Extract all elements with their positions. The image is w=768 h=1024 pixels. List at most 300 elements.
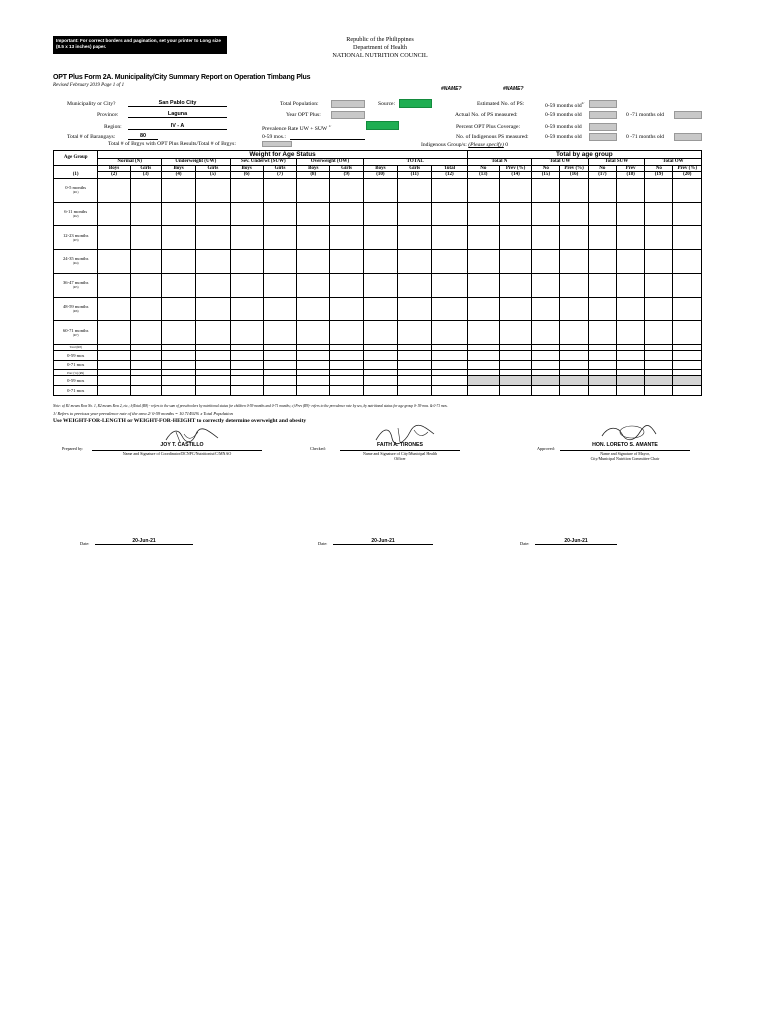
table-cell[interactable] (161, 226, 195, 250)
table-cell[interactable] (588, 297, 616, 321)
table-cell[interactable] (330, 321, 363, 345)
table-cell[interactable] (588, 273, 616, 297)
age-group-cell (54, 178, 98, 202)
table-cell[interactable] (499, 321, 531, 345)
total-059-label (54, 350, 98, 360)
table-cell[interactable] (532, 273, 560, 297)
table-cell[interactable] (588, 375, 616, 385)
table-cell[interactable] (673, 350, 702, 360)
approved-desc-line-2: City/Municipal Nutrition Committee Chair (590, 456, 660, 461)
total-ow-header: Total OW (645, 159, 702, 166)
table-cell[interactable] (130, 321, 161, 345)
checked-label: Checked: (310, 446, 326, 451)
table-cell[interactable] (616, 226, 644, 250)
table-cell[interactable] (196, 250, 230, 274)
table-cell[interactable] (560, 178, 588, 202)
table-cell[interactable] (263, 385, 296, 395)
table-cell[interactable] (196, 202, 230, 226)
table-cell[interactable] (588, 178, 616, 202)
table-row (54, 273, 702, 297)
table-cell[interactable] (230, 350, 263, 360)
table-cell[interactable] (467, 375, 499, 385)
print-note: Important: For correct borders and pagination, set your printer to Long size (8.5 x 13 inches) paper. (53, 36, 227, 54)
table-cell[interactable] (330, 375, 363, 385)
table-cell[interactable] (263, 273, 296, 297)
col-number: (7) (263, 172, 296, 178)
table-cell[interactable] (645, 202, 673, 226)
table-cell[interactable] (398, 273, 432, 297)
col-number: (13) (467, 172, 499, 178)
sub-boys: Boys (161, 166, 195, 172)
table-cell[interactable] (98, 202, 130, 226)
table-cell[interactable] (230, 321, 263, 345)
table-cell[interactable] (673, 178, 702, 202)
table-cell[interactable] (560, 226, 588, 250)
col-number: (19) (645, 172, 673, 178)
table-cell[interactable] (499, 250, 531, 274)
table-cell[interactable] (263, 226, 296, 250)
table-cell[interactable] (616, 297, 644, 321)
brgys-with-opt-label: Total # of Brgys with OPT Plus Results/Total # of Brgys: (108, 141, 236, 147)
table-cell[interactable] (588, 250, 616, 274)
table-cell[interactable] (330, 350, 363, 360)
sub-boys: Boys (230, 166, 263, 172)
table-cell[interactable] (130, 375, 161, 385)
table-cell[interactable] (161, 375, 195, 385)
table-cell[interactable] (432, 178, 467, 202)
sub-total: Total (432, 166, 467, 172)
table-cell[interactable] (363, 360, 397, 370)
province-label: Province: (97, 112, 119, 118)
table-cell[interactable] (398, 385, 432, 395)
sub-girls: Girls (330, 166, 363, 172)
table-cell[interactable] (230, 202, 263, 226)
table-cell[interactable] (673, 321, 702, 345)
name-error-tag-1: #NAME? (441, 86, 462, 92)
table-cell[interactable] (616, 321, 644, 345)
sub-girls: Girls (130, 166, 161, 172)
table-cell[interactable] (98, 350, 130, 360)
prepared-label: Prepared by: (62, 446, 84, 451)
table-cell[interactable] (330, 273, 363, 297)
table-cell[interactable] (263, 250, 296, 274)
table-cell[interactable] (130, 297, 161, 321)
table-cell[interactable] (98, 321, 130, 345)
table-cell[interactable] (230, 226, 263, 250)
age-group-label: 48-59 months (62, 303, 89, 309)
table-cell[interactable] (499, 297, 531, 321)
table-cell[interactable] (616, 350, 644, 360)
table-cell[interactable] (432, 385, 467, 395)
table-cell[interactable] (297, 350, 330, 360)
col-number: (14) (499, 172, 531, 178)
table-cell[interactable] (363, 273, 397, 297)
weight-status-header: Weight for Age Status (98, 151, 467, 159)
table-cell[interactable] (616, 273, 644, 297)
table-cell[interactable] (330, 250, 363, 274)
table-cell[interactable] (161, 273, 195, 297)
table-cell[interactable] (432, 375, 467, 385)
table-cell[interactable] (673, 226, 702, 250)
table-cell[interactable] (230, 297, 263, 321)
table-cell[interactable] (230, 360, 263, 370)
table-cell[interactable] (363, 250, 397, 274)
sub-boys: Boys (98, 166, 130, 172)
table-body (54, 178, 702, 395)
table-cell[interactable] (363, 321, 397, 345)
table-cell[interactable] (560, 350, 588, 360)
sub-no: No (645, 166, 673, 172)
table-cell[interactable] (363, 297, 397, 321)
table-cell[interactable] (130, 385, 161, 395)
table-cell[interactable] (616, 375, 644, 385)
col-number: (10) (363, 172, 397, 178)
table-cell[interactable] (196, 297, 230, 321)
table-cell[interactable] (98, 360, 130, 370)
table-cell[interactable] (432, 273, 467, 297)
table-cell[interactable] (467, 178, 499, 202)
table-cell[interactable] (161, 202, 195, 226)
table-cell[interactable] (532, 178, 560, 202)
actual-ps-label: Actual No. of PS measured: (455, 112, 518, 118)
table-cell[interactable] (161, 385, 195, 395)
table-cell[interactable] (532, 202, 560, 226)
table-cell[interactable] (560, 375, 588, 385)
total-suw-header: Total SUW (588, 159, 645, 166)
table-row (54, 375, 702, 385)
table-cell[interactable] (98, 297, 130, 321)
table-cell[interactable] (330, 385, 363, 395)
table-cell[interactable] (161, 297, 195, 321)
table-cell[interactable] (363, 178, 397, 202)
table-cell[interactable] (532, 360, 560, 370)
total-059-label-text: 0-59 mos (67, 352, 85, 358)
ip-ps-age-059: 0-59 months old (545, 134, 582, 140)
table-cell[interactable] (588, 360, 616, 370)
table-cell[interactable] (432, 321, 467, 345)
table-cell[interactable] (196, 321, 230, 345)
table-cell[interactable] (161, 350, 195, 360)
actual-ps-age-071: 0 -71 months old (626, 112, 665, 118)
age-group-header: Age Group (54, 151, 98, 166)
table-row (54, 350, 702, 360)
table-cell[interactable] (645, 273, 673, 297)
table-cell[interactable] (560, 360, 588, 370)
table-cell[interactable] (297, 321, 330, 345)
table-cell[interactable] (645, 250, 673, 274)
table-cell[interactable] (330, 178, 363, 202)
region-value: IV - A (128, 123, 227, 130)
date-prepared: 20-Jun-21 (95, 538, 193, 545)
table-cell[interactable] (297, 273, 330, 297)
age-group-label: 6-11 months (64, 208, 88, 214)
table-cell[interactable] (330, 202, 363, 226)
table-cell[interactable] (467, 350, 499, 360)
table-cell[interactable] (230, 250, 263, 274)
table-cell[interactable] (467, 226, 499, 250)
table-cell[interactable] (560, 321, 588, 345)
total-r8-label-text: Total (R8) (69, 345, 82, 350)
table-cell[interactable] (297, 226, 330, 250)
table-cell[interactable] (130, 226, 161, 250)
table-cell[interactable] (230, 375, 263, 385)
table-cell[interactable] (196, 226, 230, 250)
age-group-code: (R4) (72, 261, 79, 266)
table-cell[interactable] (588, 202, 616, 226)
table-cell[interactable] (363, 350, 397, 360)
table-cell[interactable] (532, 350, 560, 360)
date-label-prepared: Date: (80, 541, 90, 546)
est-ps-age: 0-59 months old$^{2/}$ (545, 101, 585, 109)
table-cell[interactable] (673, 202, 702, 226)
table-cell[interactable] (398, 178, 432, 202)
sub-prev-pct: Prev (%) (560, 166, 588, 172)
age-group-code: (R6) (72, 308, 79, 313)
table-cell[interactable] (230, 385, 263, 395)
table-row (54, 178, 702, 202)
form-title: OPT Plus Form 2A. Municipality/City Summary Report on Operation Timbang Plus (53, 74, 311, 81)
table-cell[interactable] (532, 385, 560, 395)
table-cell[interactable] (398, 202, 432, 226)
table-cell[interactable] (130, 178, 161, 202)
coverage-label: Percent OPT Plus Coverage: (456, 124, 521, 130)
table-cell[interactable] (532, 250, 560, 274)
table-cell[interactable] (432, 360, 467, 370)
table-cell[interactable] (499, 360, 531, 370)
table-cell[interactable] (130, 350, 161, 360)
prepared-name: JOY T. CASTILLO (160, 442, 204, 448)
table-cell[interactable] (263, 350, 296, 360)
age-group-cell (54, 226, 98, 250)
table-cell[interactable] (98, 375, 130, 385)
table-cell[interactable] (363, 385, 397, 395)
table-cell[interactable] (230, 178, 263, 202)
table-cell[interactable] (297, 360, 330, 370)
table-cell[interactable] (645, 375, 673, 385)
form-revision: Revised February 2019 Page 1 of 1 (53, 83, 125, 88)
table-cell[interactable] (532, 375, 560, 385)
table-cell[interactable] (588, 321, 616, 345)
table-cell[interactable] (645, 350, 673, 360)
agency-header (280, 36, 480, 60)
table-cell[interactable] (673, 297, 702, 321)
table-cell[interactable] (645, 360, 673, 370)
table-cell[interactable] (645, 226, 673, 250)
sub-no: No (532, 166, 560, 172)
table-cell[interactable] (588, 226, 616, 250)
table-cell[interactable] (499, 385, 531, 395)
table-cell[interactable] (297, 202, 330, 226)
table-cell[interactable] (297, 178, 330, 202)
table-cell[interactable] (98, 250, 130, 274)
table-cell[interactable] (432, 226, 467, 250)
table-cell[interactable] (263, 202, 296, 226)
table-cell[interactable] (98, 385, 130, 395)
col-number: (2) (98, 172, 130, 178)
table-cell[interactable] (263, 178, 296, 202)
table-cell[interactable] (467, 321, 499, 345)
col-number: (3) (130, 172, 161, 178)
sub-boys: Boys (297, 166, 330, 172)
coverage-value (589, 123, 617, 131)
table-cell[interactable] (130, 202, 161, 226)
table-cell[interactable] (363, 202, 397, 226)
date-checked: 20-Jun-21 (333, 538, 433, 545)
table-cell[interactable] (161, 178, 195, 202)
table-cell[interactable] (330, 297, 363, 321)
table-cell[interactable] (363, 375, 397, 385)
prepared-desc: Name and Signature of Coordinator/DCNPC/Nutritionist/C/MNAO (122, 451, 232, 456)
table-cell[interactable] (499, 273, 531, 297)
table-cell[interactable] (330, 226, 363, 250)
col-1-number: (1) (54, 166, 98, 179)
total-n-header: Total N (467, 159, 532, 166)
table-cell[interactable] (432, 297, 467, 321)
table-cell[interactable] (398, 250, 432, 274)
table-cell[interactable] (616, 202, 644, 226)
table-cell[interactable] (673, 375, 702, 385)
overweight-header: Overweight (OW) (297, 159, 364, 166)
approved-signature (598, 422, 658, 444)
total-header: TOTAL (363, 159, 467, 166)
table-cell[interactable] (616, 360, 644, 370)
est-ps-value (589, 100, 617, 108)
table-cell[interactable] (588, 350, 616, 360)
table-cell[interactable] (196, 375, 230, 385)
table-cell[interactable] (196, 273, 230, 297)
table-row (54, 360, 702, 370)
table-cell[interactable] (161, 250, 195, 274)
table-cell[interactable] (432, 350, 467, 360)
header-line-doh: Department of Health (353, 44, 407, 51)
table-cell[interactable] (398, 375, 432, 385)
table-cell[interactable] (467, 273, 499, 297)
table-cell[interactable] (161, 321, 195, 345)
table-cell[interactable] (196, 350, 230, 360)
table-cell[interactable] (398, 226, 432, 250)
date-approved: 20-Jun-21 (535, 538, 617, 545)
table-cell[interactable] (560, 202, 588, 226)
ip-ps-071-value (674, 133, 702, 141)
table-cell[interactable] (588, 385, 616, 395)
table-cell[interactable] (363, 226, 397, 250)
table-cell[interactable] (130, 250, 161, 274)
table-cell[interactable] (130, 273, 161, 297)
table-cell[interactable] (467, 250, 499, 274)
col-number: (16) (560, 172, 588, 178)
table-cell[interactable] (645, 178, 673, 202)
header-line-republic: Republic of the Philippines (346, 36, 414, 43)
col-number: (20) (673, 172, 702, 178)
table-cell[interactable] (673, 273, 702, 297)
table-cell[interactable] (499, 226, 531, 250)
table-cell[interactable] (645, 321, 673, 345)
prev-071-label-text: 0-71 mos (67, 387, 85, 393)
table-cell[interactable] (560, 250, 588, 274)
table-cell[interactable] (560, 385, 588, 395)
total-age-header: Total by age group (467, 151, 701, 159)
checked-desc-line-2: Officer (394, 456, 406, 461)
table-cell[interactable] (297, 250, 330, 274)
table-cell[interactable] (560, 273, 588, 297)
table-cell[interactable] (98, 226, 130, 250)
table-cell[interactable] (263, 360, 296, 370)
table-cell[interactable] (297, 297, 330, 321)
table-cell[interactable] (196, 178, 230, 202)
table-cell[interactable] (560, 297, 588, 321)
table-cell[interactable] (230, 273, 263, 297)
table-cell[interactable] (467, 202, 499, 226)
table-cell[interactable] (467, 385, 499, 395)
table-cell[interactable] (263, 297, 296, 321)
table-cell[interactable] (616, 178, 644, 202)
table-cell[interactable] (499, 350, 531, 360)
age-group-label: 36-47 months (62, 280, 89, 286)
table-cell[interactable] (161, 360, 195, 370)
barangays-label: Total # of Barangays: (67, 134, 116, 140)
table-row (54, 202, 702, 226)
table-cell[interactable] (645, 297, 673, 321)
col-number: (17) (588, 172, 616, 178)
table-row (54, 250, 702, 274)
table-cell[interactable] (98, 178, 130, 202)
total-population-value (331, 100, 365, 108)
table-cell[interactable] (532, 226, 560, 250)
table-cell[interactable] (616, 385, 644, 395)
table-cell[interactable] (196, 385, 230, 395)
table-cell[interactable] (98, 273, 130, 297)
est-ps-label: Estimated No. of PS: (477, 101, 525, 107)
table-cell[interactable] (673, 250, 702, 274)
col-number: (9) (330, 172, 363, 178)
table-cell[interactable] (673, 385, 702, 395)
table-cell[interactable] (196, 360, 230, 370)
col-number: (4) (161, 172, 195, 178)
table-cell[interactable] (432, 250, 467, 274)
approved-desc-line-1: Name and Signature of Mayor, (600, 451, 650, 456)
prev-059-label (54, 375, 98, 385)
table-cell[interactable] (130, 360, 161, 370)
table-cell[interactable] (532, 297, 560, 321)
sub-girls: Girls (196, 166, 230, 172)
sub-prev-pct: Prev (%) (673, 166, 702, 172)
table-cell[interactable] (398, 321, 432, 345)
col-number: (12) (432, 172, 467, 178)
table-cell[interactable] (398, 297, 432, 321)
table-cell[interactable] (398, 350, 432, 360)
table-cell[interactable] (532, 321, 560, 345)
sub-prev: Prev (616, 166, 644, 172)
sub-prev-pct: Prev (%) (499, 166, 531, 172)
table-cell[interactable] (297, 385, 330, 395)
table-cell[interactable] (499, 178, 531, 202)
table-row (54, 297, 702, 321)
table-cell[interactable] (398, 360, 432, 370)
table-cell[interactable] (467, 297, 499, 321)
table-cell[interactable] (263, 321, 296, 345)
table-cell[interactable] (499, 202, 531, 226)
table-cell[interactable] (645, 385, 673, 395)
age-group-label: 60-71 months (62, 327, 89, 333)
table-cell[interactable] (467, 360, 499, 370)
table-cell[interactable] (616, 250, 644, 274)
table-cell[interactable] (263, 375, 296, 385)
table-cell[interactable] (297, 375, 330, 385)
table-cell[interactable] (330, 360, 363, 370)
table-cell[interactable] (499, 375, 531, 385)
table-cell[interactable] (432, 202, 467, 226)
table-cell[interactable] (673, 360, 702, 370)
